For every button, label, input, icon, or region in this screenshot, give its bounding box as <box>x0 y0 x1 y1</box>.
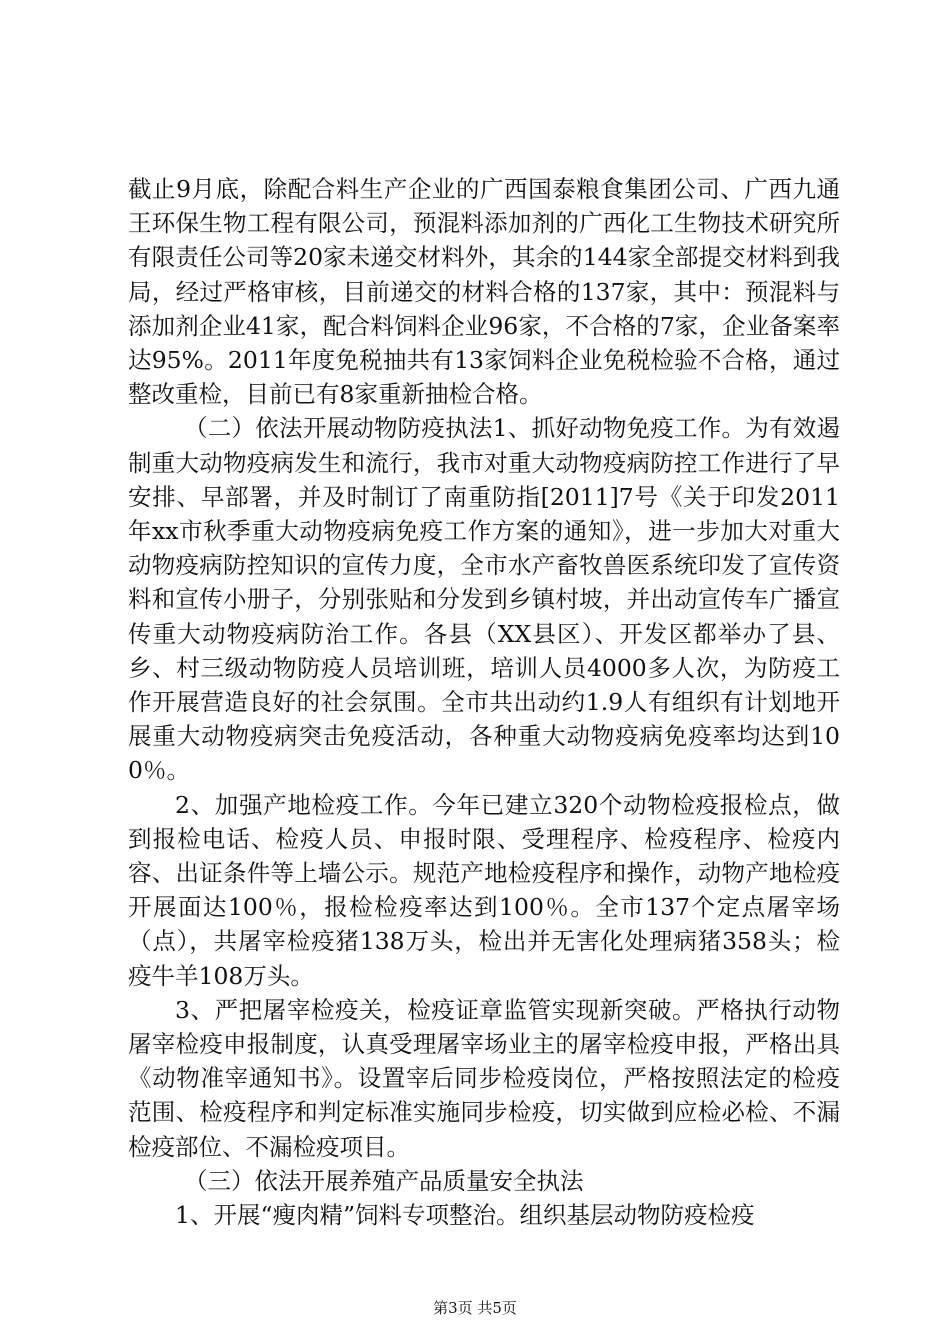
paragraph-origin-quarantine: 2、加强产地检疫工作。今年已建立320个动物检疫报检点，做到报检电话、检疫人员、申报时限、受理程序、检疫程序、检疫内容、出证条件等上墙公示。规范产地检疫程序和操作，动物产地检疫开展面达100％，报检检疫率达到100％。全市137个定点屠宰场（点），共屠宰检疫猪138万头，检出并无害化处理病猪358头；检疫牛羊108万头。 <box>128 790 840 990</box>
section-heading-product-safety: （三）依法开展养殖产品质量安全执法 <box>184 1166 584 1195</box>
paragraph-feed-filing: 截止9月底，除配合料生产企业的广西国泰粮食集团公司、广西九通王环保生物工程有限公司，预混料添加剂的广西化工生物技术研究所有限责任公司等20家未递交材料外，其余的144家全部提交材料到我局，经过严格审核，目前递交的材料合格的137家，其中：预混料与添加剂企业41家，配合料饲料企业96家，不合格的7家，企业备案率达95%。2011年度免税抽共有13家饲料企业免税检验不合格，通过整改重检，目前已有8家重新抽检合格。 <box>128 175 840 409</box>
paragraph-clenbuterol: 1、开展“瘦肉精”饲料专项整治。组织基层动物防疫检疫 <box>175 1201 755 1230</box>
document-body <box>128 172 840 1232</box>
page-footer: 第3页 共5页 <box>433 1299 517 1317</box>
paragraph-epidemic-prevention: （二）依法开展动物防疫执法1、抓好动物免疫工作。为有效遏制重大动物疫病发生和流行，我市对重大动物疫病防控工作进行了早安排、早部署，并及时制订了南重防指[2011]7号《关于印发2011年xx市秋季重大动物疫病免疫工作方案的通知》，进一步加大对重大动物疫病防控知识的宣传力度，全市水产畜牧兽医系统印发了宣传资料和宣传小册子，分别张贴和分发到乡镇村坡，并出动宣传车广播宣传重大动物疫病防治工作。各县（XX县区）、开发区都举办了县、乡、村三级动物防疫人员培训班，培训人员4000多人次，为防疫工作开展营造良好的社会氛围。全市共出动约1.9人有组织有计划地开展重大动物疫病突击免疫活动，各种重大动物疫病免疫率均达到100％。 <box>128 414 840 785</box>
paragraph-slaughter-quarantine: 3、严把屠宰检疫关，检疫证章监管实现新突破。严格执行动物屠宰检疫申报制度，认真受理屠宰场业主的屠宰检疫申报，严格出具《动物准宰通知书》。设置宰后同步检疫岗位，严格按照法定的检疫范围、检疫程序和判定标准实施同步检疫，切实做到应检必检、不漏检疫部位、不漏检疫项目。 <box>128 995 840 1161</box>
